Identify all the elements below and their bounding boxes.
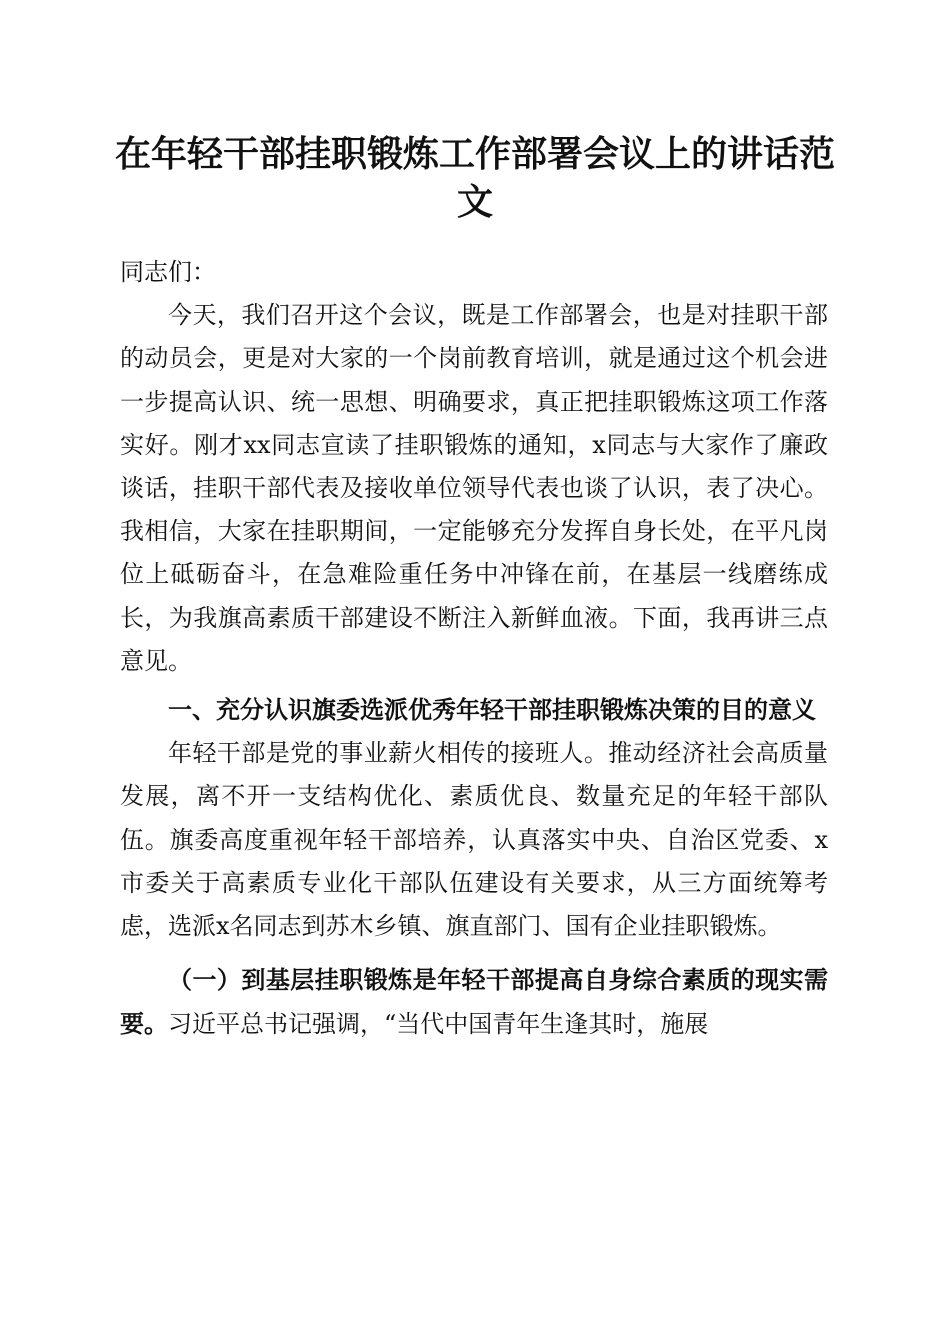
section-heading-1: 一、充分认识旗委选派优秀年轻干部挂职锻炼决策的目的意义 [168,696,816,725]
paragraph-opening: 今天，我们召开这个会议，既是工作部署会，也是对挂职干部的动员会，更是对大家的一个岗前教育培训，就是通过这个机会进一步提高认识、统一思想、明确要求，真正把挂职锻炼这项工作落实好。刚才xx同志宣读了挂职锻炼的通知，x同志与大家作了廉政谈话，挂职干部代表及接收单位领导代表也谈了认识，表了决心。我相信，大家在挂职期间，一定能够充分发挥自身长处，在平凡岗位上砥砺奋斗，在急难险重任务中冲锋在前，在基层一线磨练成长，为我旗高素质干部建设不断注入新鲜血液。下面，我再讲三点意见。 [120,301,828,675]
subsection-heading-1: （一）到基层挂职锻炼是年轻干部提高自身综合素质的现实需要。 [120,965,828,1039]
subsection-1-paragraph [120,958,828,1046]
salutation: 同志们： [120,258,216,286]
document-body [120,251,828,1047]
document-title: 在年轻干部挂职锻炼工作部署会议上的讲话范文 [114,133,835,223]
subsection-1-text: 习近平总书记强调，“当代中国青年生逢其时，施展 [168,1010,709,1039]
paragraph-section-1-intro: 年轻干部是党的事业薪火相传的接班人。推动经济社会高质量发展，离不开一支结构优化、素质优良、数量充足的年轻干部队伍。旗委高度重视年轻干部培养，认真落实中央、自治区党委、x市委关于高素质专业化干部队伍建设有关要求，从三方面统筹考虑，选派x名同志到苏木乡镇、旗直部门、国有企业挂职锻炼。 [120,739,828,941]
